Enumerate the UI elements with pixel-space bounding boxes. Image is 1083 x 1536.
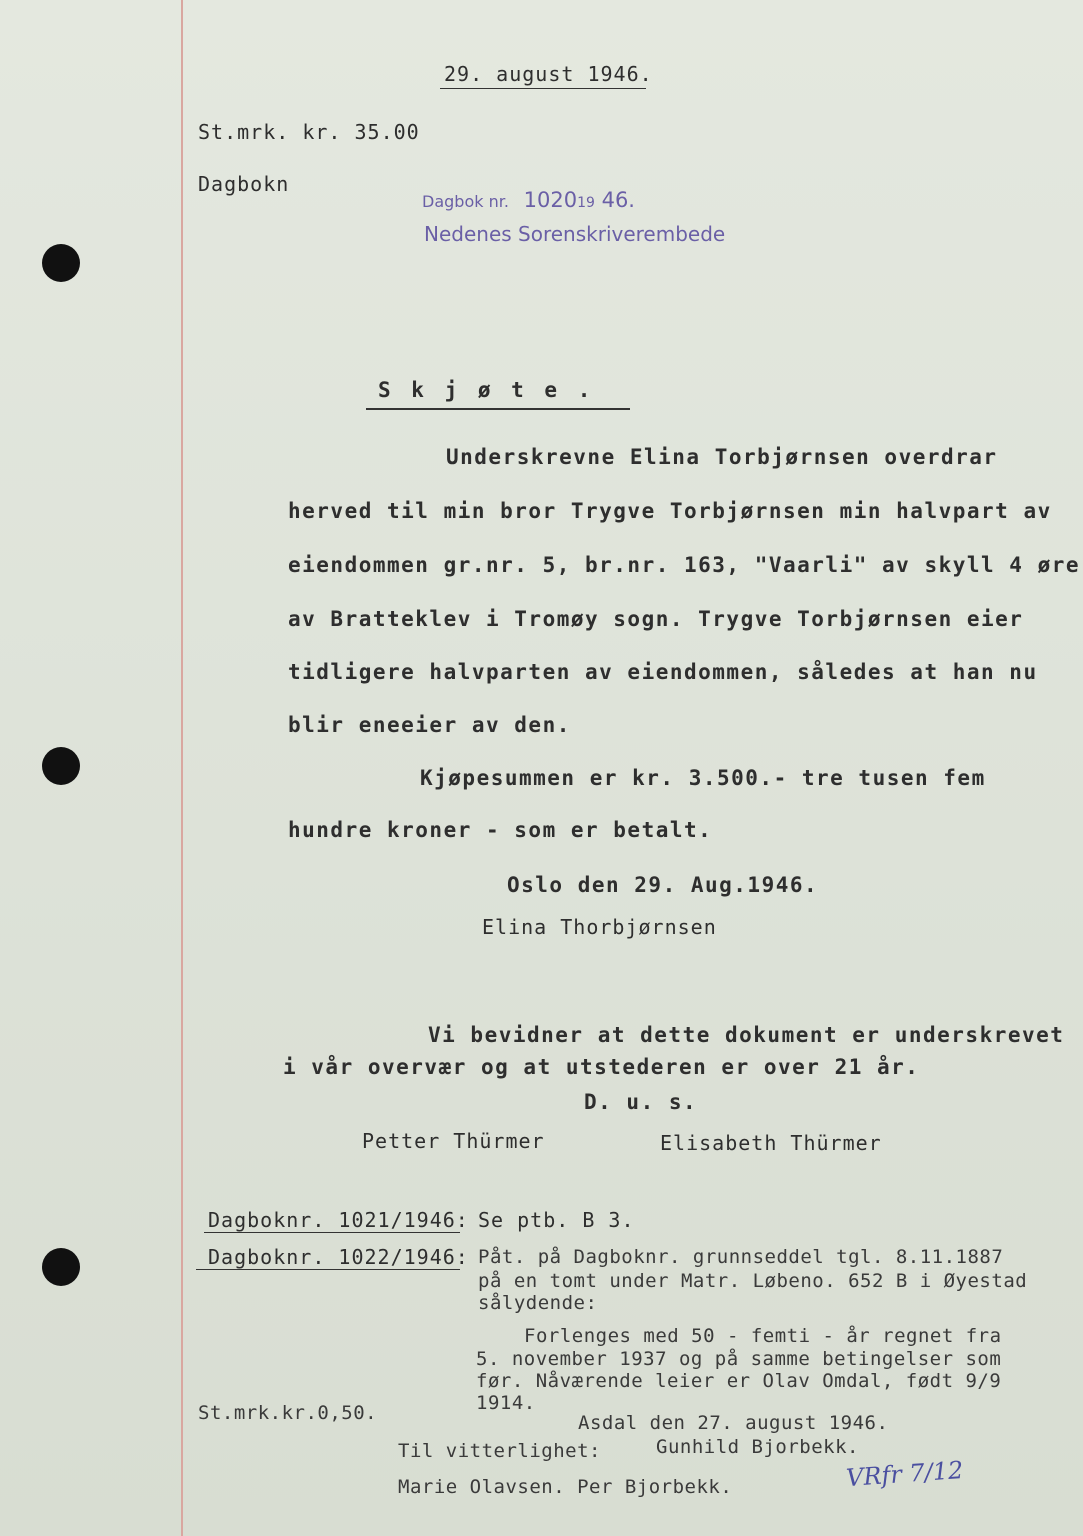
entry-text: Se ptb. B 3.	[478, 1208, 635, 1232]
punch-hole	[42, 747, 80, 785]
punch-hole	[42, 1248, 80, 1286]
deed-line: Underskrevne Elina Torbjørnsen overdrar	[446, 445, 998, 469]
entry-underline	[204, 1232, 460, 1233]
entry-text-cont: på en tomt under Matr. Løbeno. 652 B i Øyestad	[478, 1270, 1028, 1292]
document-date: 29. august 1946.	[444, 62, 653, 86]
stamp-year: 46.	[601, 188, 635, 212]
registry-stamp-office: Nedenes Sorenskriverembede	[424, 222, 726, 246]
punch-hole	[42, 244, 80, 282]
deed-line: eiendommen gr.nr. 5, br.nr. 163, "Vaarli" av skyll 4 øre	[288, 553, 1081, 577]
stamp-label: Dagbok nr.	[422, 192, 509, 211]
registry-stamp-line1	[422, 188, 635, 212]
entry-signer: Gunhild Bjorbekk.	[656, 1436, 859, 1458]
stamp-sep: 19	[577, 195, 595, 211]
deed-line: herved til min bror Trygve Torbjørnsen min halvpart av	[288, 499, 1052, 523]
deed-line: Kjøpesummen er kr. 3.500.- tre tusen fem	[420, 766, 986, 790]
stamp-fee: St.mrk. kr. 35.00	[198, 120, 420, 144]
title-underline	[366, 408, 630, 410]
deed-title: S k j ø t e .	[378, 378, 595, 402]
quote-line: Forlenges med 50 - femti - år regnet fra	[524, 1325, 1002, 1347]
date-underline	[440, 88, 646, 89]
entry-stamp-fee: St.mrk.kr.0,50.	[198, 1402, 378, 1424]
margin-rule	[181, 0, 183, 1536]
entry-witness-label: Til vitterlighet:	[398, 1440, 601, 1462]
quote-line: før. Nåværende leier er Olav Omdal, født 9/9	[476, 1370, 1002, 1392]
dus: D. u. s.	[584, 1090, 698, 1114]
entry-text: Påt. på Dagboknr. grunnseddel tgl. 8.11.1887	[478, 1246, 1004, 1268]
deed-line: hundre kroner - som er betalt.	[288, 818, 713, 842]
dagbok-label: Dagbokn	[198, 172, 290, 196]
deed-line: blir eneeier av den.	[288, 713, 571, 737]
witness-2: Elisabeth Thürmer	[660, 1131, 882, 1155]
entry-place-date: Asdal den 27. august 1946.	[578, 1412, 889, 1434]
stamp-number: 1020	[523, 188, 578, 212]
handwritten-initials: VRfr 7/12	[845, 1455, 965, 1493]
entry-label: Dagboknr. 1021/1946:	[208, 1208, 469, 1232]
deed-line: av Bratteklev i Tromøy sogn. Trygve Torbjørnsen eier	[288, 607, 1024, 631]
entry-label: Dagboknr. 1022/1946:	[208, 1245, 469, 1269]
witness-1: Petter Thürmer	[362, 1129, 545, 1153]
deed-line: tidligere halvparten av eiendommen, således at han nu	[288, 660, 1038, 684]
grantor-signature: Elina Thorbjørnsen	[482, 915, 717, 939]
entry-text-cont: sålydende:	[478, 1292, 598, 1314]
quote-line: 1914.	[476, 1392, 536, 1414]
witness-line: i vår overvær og at utstederen er over 21 år.	[283, 1055, 920, 1079]
entry-witnesses: Marie Olavsen. Per Bjorbekk.	[398, 1476, 733, 1498]
witness-line: Vi bevidner at dette dokument er underskrevet	[428, 1023, 1065, 1047]
entry-underline	[196, 1269, 460, 1270]
quote-line: 5. november 1937 og på samme betingelser som	[476, 1348, 1002, 1370]
place-date: Oslo den 29. Aug.1946.	[507, 873, 819, 897]
